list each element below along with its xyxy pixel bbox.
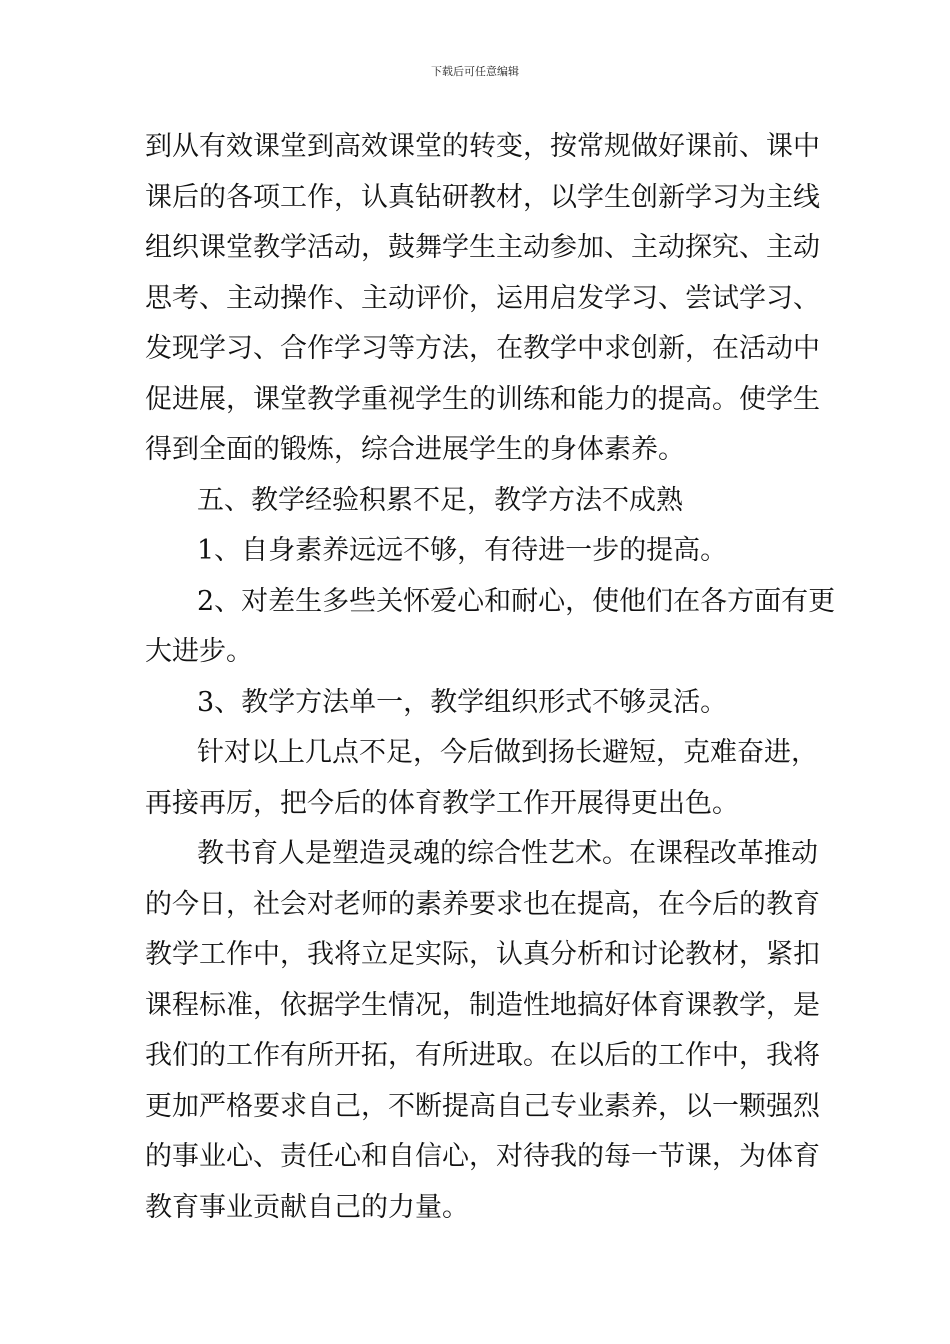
text-line: 我们的工作有所开拓，有所进取。在以后的工作中，我将 [145, 1040, 820, 1071]
text-line: 发现学习、合作学习等方法，在教学中求创新，在活动中 [145, 333, 820, 364]
text-line: 的今日，社会对老师的素养要求也在提高，在今后的教育 [145, 889, 820, 920]
text-line: 组织课堂教学活动，鼓舞学生主动参加、主动探究、主动 [145, 232, 820, 263]
text-line: 思考、主动操作、主动评价，运用启发学习、尝试学习、 [145, 283, 820, 314]
list-item: 3、教学方法单一，教学组织形式不够灵活。 [197, 687, 728, 718]
text-line: 大进步。 [145, 636, 253, 667]
text-line: 得到全面的锻炼，综合进展学生的身体素养。 [145, 434, 685, 465]
text-line: 课后的各项工作，认真钻研教材，以学生创新学习为主线 [145, 182, 820, 213]
section-heading: 五、教学经验积累不足，教学方法不成熟 [197, 485, 683, 516]
text-line: 到从有效课堂到高效课堂的转变，按常规做好课前、课中 [145, 131, 820, 162]
text-line: 教育事业贡献自己的力量。 [145, 1192, 469, 1223]
text-line: 更加严格要求自己，不断提高自己专业素养，以一颗强烈 [145, 1091, 820, 1122]
page-header: 下载后可任意编辑 [431, 65, 519, 78]
text-line: 再接再厉，把今后的体育教学工作开展得更出色。 [145, 788, 739, 819]
list-item: 1、自身素养远远不够，有待进一步的提高。 [197, 535, 728, 566]
text-line: 促进展，课堂教学重视学生的训练和能力的提高。使学生 [145, 384, 820, 415]
list-item: 2、对差生多些关怀爱心和耐心，使他们在各方面有更 [197, 586, 836, 617]
text-line: 针对以上几点不足，今后做到扬长避短，克难奋进， [197, 737, 818, 768]
text-line: 教书育人是塑造灵魂的综合性艺术。在课程改革推动 [197, 838, 818, 869]
text-line: 教学工作中，我将立足实际，认真分析和讨论教材，紧扣 [145, 939, 820, 970]
text-line: 的事业心、责任心和自信心，对待我的每一节课，为体育 [145, 1141, 820, 1172]
text-line: 课程标准，依据学生情况，制造性地搞好体育课教学，是 [145, 990, 820, 1021]
